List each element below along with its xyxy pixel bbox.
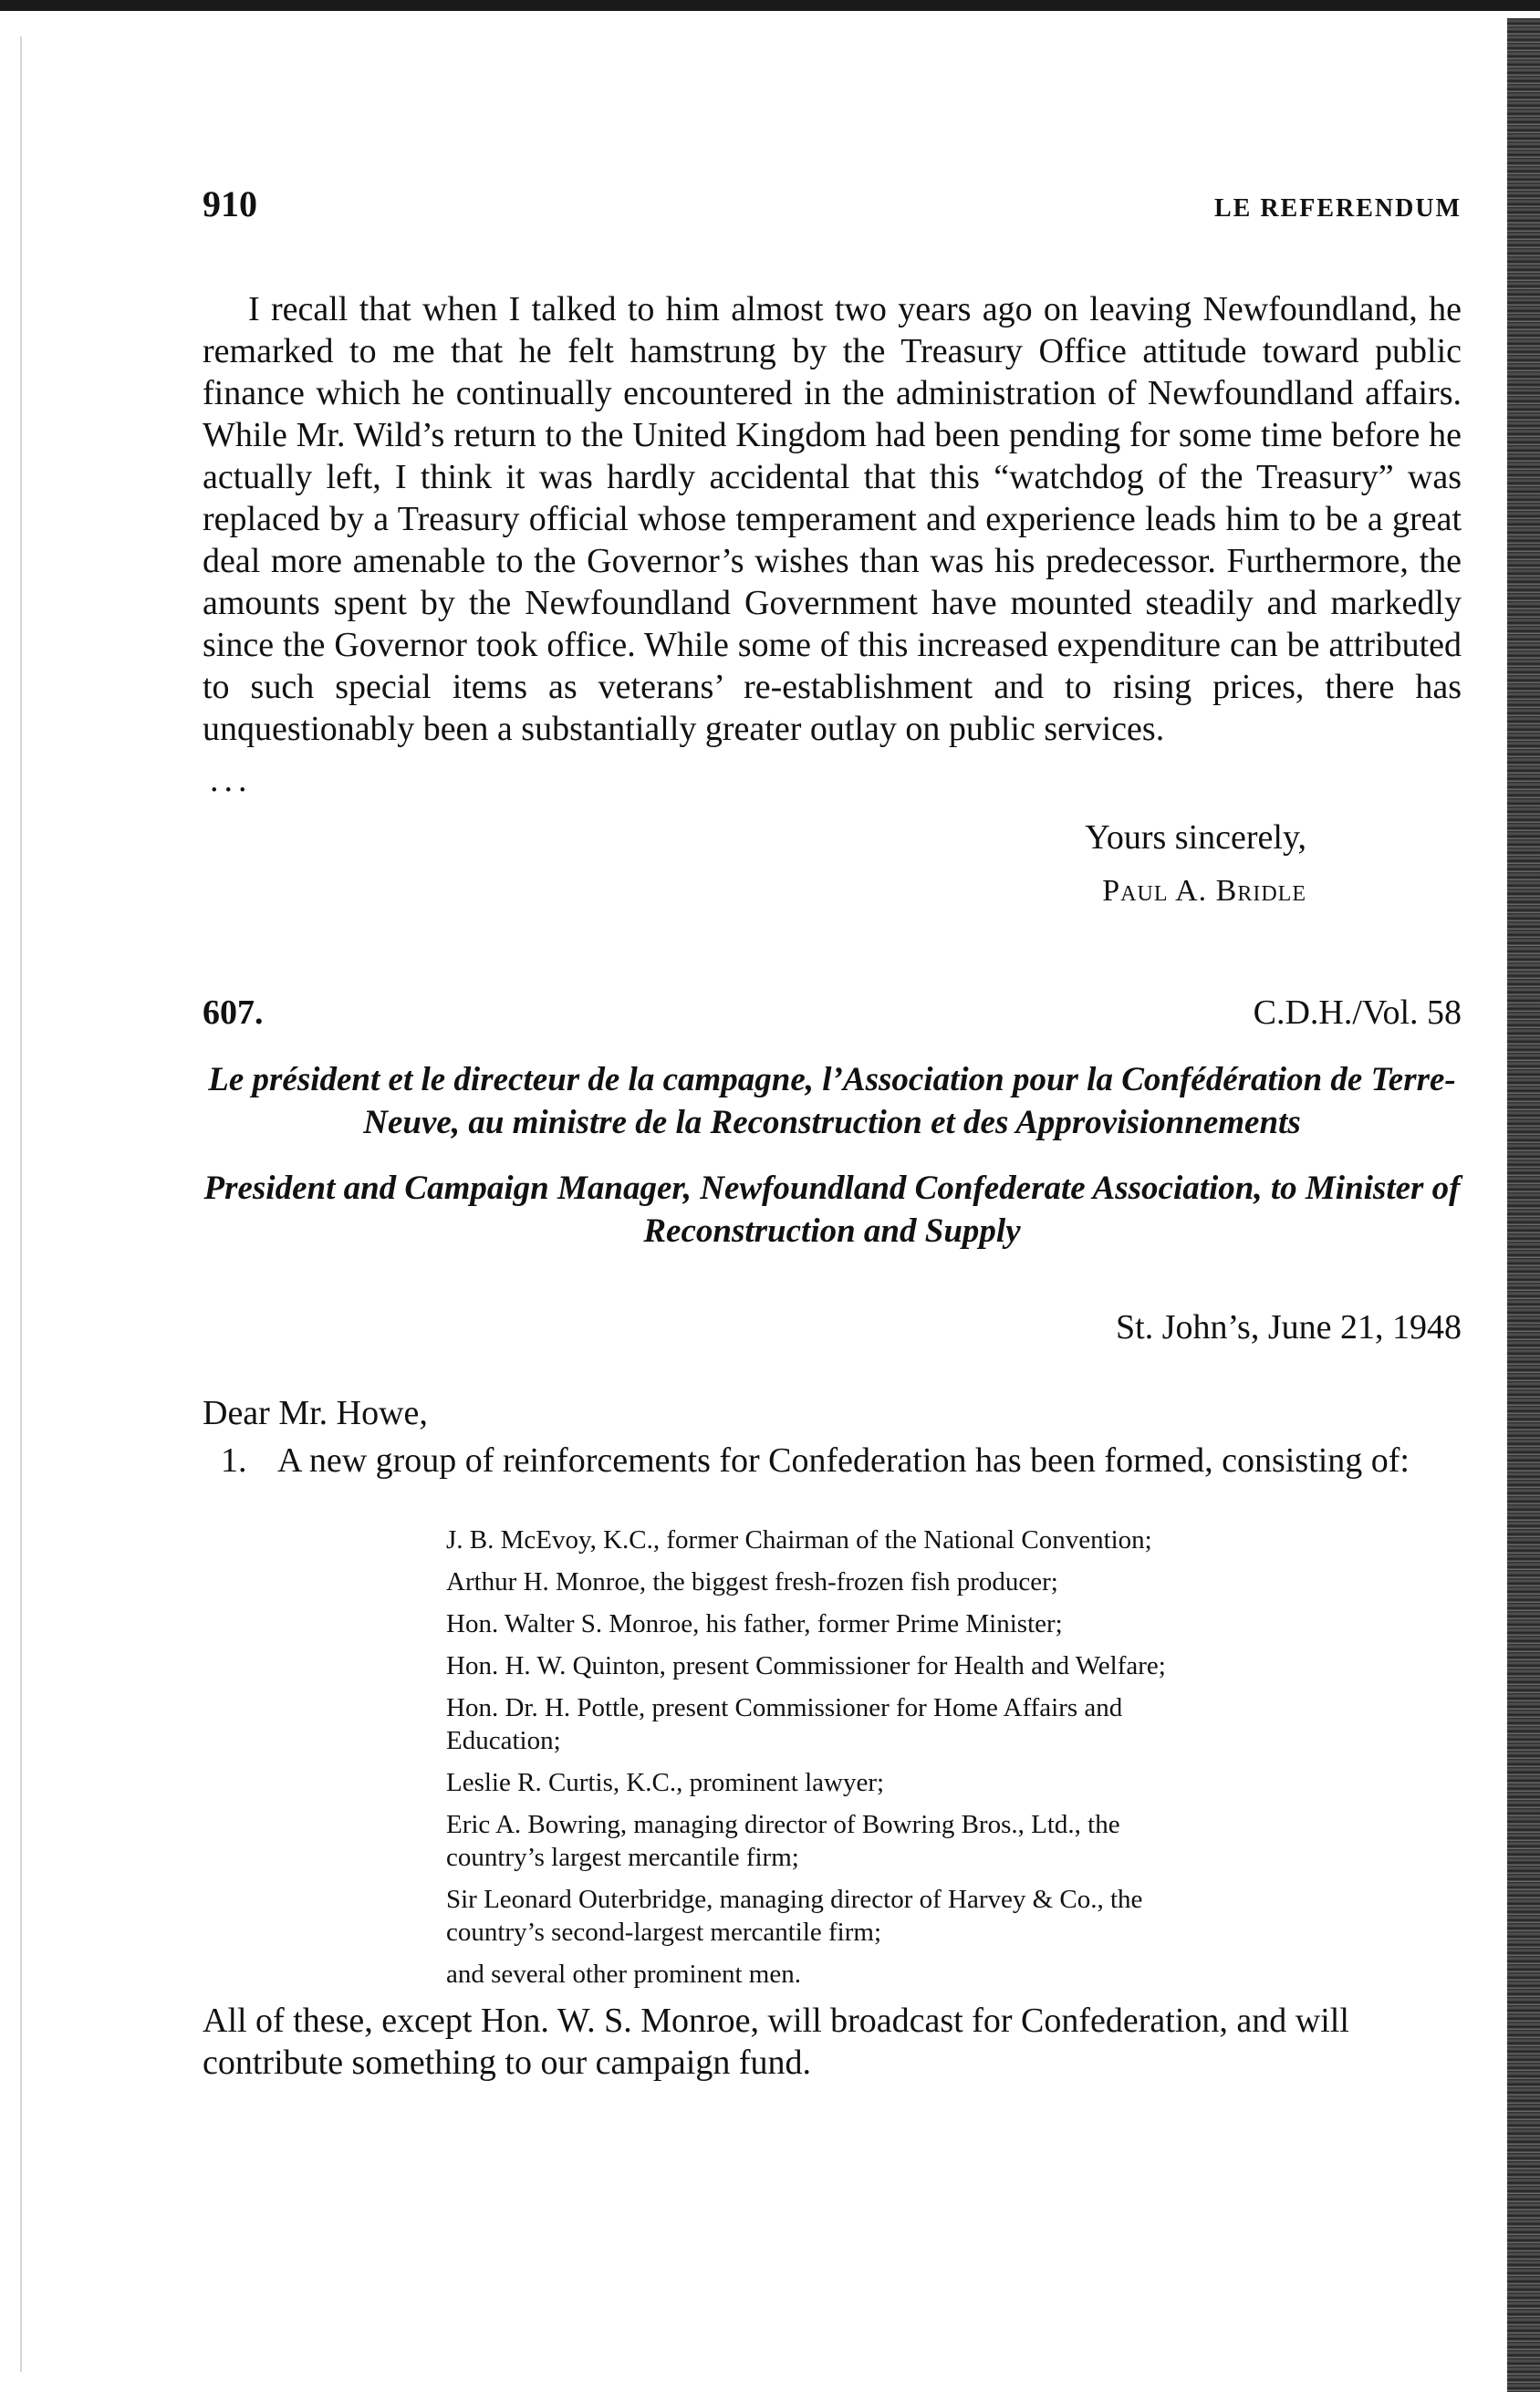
running-head: LE REFERENDUM bbox=[1213, 194, 1462, 223]
list-item: Sir Leonard Outerbridge, managing director of Harvey & Co., the country’s second-largest mercantile firm; bbox=[446, 1884, 1143, 1947]
closing-phrase: Yours sincerely, bbox=[1085, 817, 1306, 857]
list-item: Hon. Walter S. Monroe, his father, former Prime Minister; bbox=[446, 1609, 1063, 1639]
document-page bbox=[203, 182, 1462, 2119]
scan-right-edge bbox=[1507, 18, 1540, 2392]
list-item: Eric A. Bowring, managing director of Bowring Bros., Ltd., the country’s largest mercantile firm; bbox=[446, 1809, 1120, 1872]
page-header bbox=[203, 182, 1462, 225]
scan-left-edge bbox=[20, 36, 22, 2372]
page-number: 910 bbox=[203, 183, 257, 224]
letter-closing bbox=[203, 815, 1306, 912]
list-item: and several other prominent men. bbox=[446, 1959, 801, 1989]
numbered-paragraph bbox=[203, 1440, 1462, 1482]
scan-top-edge bbox=[0, 0, 1540, 11]
list-item: Arthur H. Monroe, the biggest fresh-frozen fish producer; bbox=[446, 1567, 1058, 1597]
closing-paragraph: All of these, except Hon. W. S. Monroe, will broadcast for Confederation, and will contribute something to our campaign fund. bbox=[203, 2001, 1349, 2082]
document-reference: C.D.H./Vol. 58 bbox=[1253, 993, 1462, 1032]
paragraph-number: 1. bbox=[221, 1441, 247, 1481]
document-number: 607. bbox=[203, 993, 264, 1032]
list-item: Leslie R. Curtis, K.C., prominent lawyer; bbox=[446, 1767, 885, 1797]
title-english: President and Campaign Manager, Newfoundland Confederate Association, to Minister of Reconstruction and Supply bbox=[203, 1169, 1461, 1250]
dateline: St. John’s, June 21, 1948 bbox=[1116, 1308, 1462, 1347]
title-french: Le président et le directeur de la campagne, l’Association pour la Confédération de Terre-Neuve, au ministre de la Reconstruction et des Approvisionnements bbox=[208, 1060, 1456, 1142]
members-list bbox=[446, 1524, 1212, 1991]
list-item: J. B. McEvoy, K.C., former Chairman of the National Convention; bbox=[446, 1525, 1152, 1555]
salutation: Dear Mr. Howe, bbox=[203, 1394, 428, 1433]
list-item: Hon. H. W. Quinton, present Commissioner for Health and Welfare; bbox=[446, 1651, 1166, 1681]
document-heading bbox=[203, 993, 1462, 1033]
signature: Paul A. Bridle bbox=[1102, 873, 1306, 908]
letter-paragraph: I recall that when I talked to him almost two years ago on leaving Newfoundland, he remarked to me that he felt hamstrung by the Treasury Office attitude toward public finance which he continually encountered in the administration of Newfoundland affairs. While Mr. Wild’s return to the United Kingdom had been pending for some time before he actually left, I think it was hardly accidental that this “watchdog of the Treasury” was replaced by a Treasury official whose temperament and experience leads him to be a great deal more amenable to the Governor’s wishes than was his predecessor. Furthermore, the amounts spent by the Newfoundland Government have mounted steadily and markedly since the Governor took office. While some of this increased expenditure can be attributed to such special items as veterans’ re-establishment and to rising prices, there has unquestionably been a substantially greater outlay on public services. bbox=[203, 290, 1462, 748]
paragraph-text: A new group of reinforcements for Confederation has been formed, consisting of: bbox=[277, 1441, 1410, 1481]
list-item: Hon. Dr. H. Pottle, present Commissioner for Home Affairs and Education; bbox=[446, 1693, 1123, 1756]
ellipsis: ... bbox=[210, 760, 253, 799]
